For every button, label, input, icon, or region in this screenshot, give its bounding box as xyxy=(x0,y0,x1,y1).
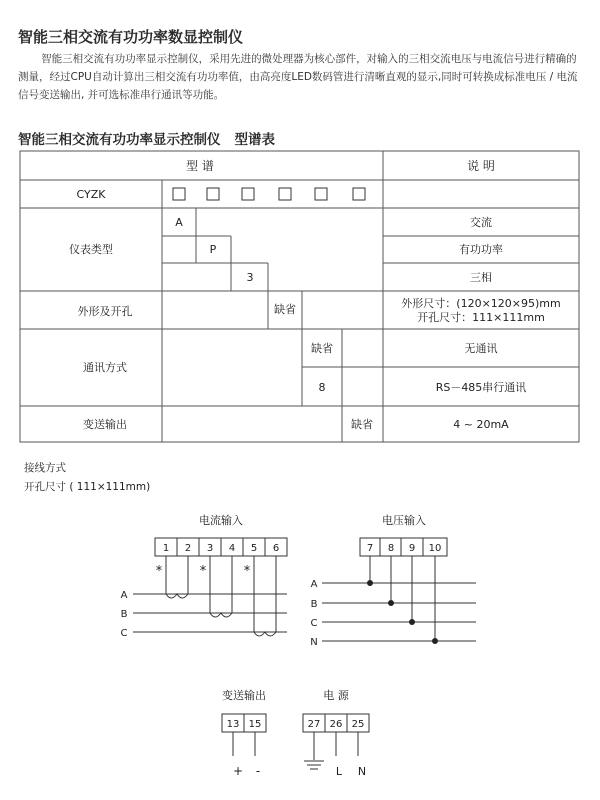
output-title: 变送输出 xyxy=(222,689,266,702)
row-label-shape: 外形及开孔 xyxy=(77,305,133,318)
code-default-comm: 缺省 xyxy=(311,342,333,355)
power-terminal: 26 xyxy=(329,719,343,730)
row-label-comm: 通讯方式 xyxy=(83,361,127,374)
desc-shape-size: 外形尺寸：(120×120×95)mm xyxy=(401,297,561,310)
intro-paragraph: 智能三相交流有功功率显示控制仪，采用先进的微处理器为核心部件，对输入的三相交流电压与电流信号进行精确的测量，经过CPU自动计算出三相交流有功功率值，由高亮度LED数码管进行清晰直观的显示,同时可转换成标准电压 / 电流信号变送输出, 并可选标准串行通讯等功能。 xyxy=(18,53,578,101)
desc-three: 三相 xyxy=(470,271,492,284)
desc-p: 有功功率 xyxy=(459,243,503,256)
current-terminal: 2 xyxy=(184,543,192,554)
code-box[interactable] xyxy=(242,188,254,200)
phase-label: A xyxy=(310,579,318,590)
desc-output: 4 ~ 20mA xyxy=(453,418,509,431)
power-live: L xyxy=(335,765,343,778)
model-code-boxes xyxy=(173,188,365,200)
output-negative: - xyxy=(255,764,261,778)
header-spectrum: 型 谱 xyxy=(186,159,214,173)
polarity-star: * xyxy=(155,564,163,579)
phase-label: C xyxy=(310,618,318,629)
current-terminal: 5 xyxy=(250,543,258,554)
power-terminal: 27 xyxy=(307,719,321,730)
code-default-output: 缺省 xyxy=(351,418,373,431)
page-title: 智能三相交流有功功率数显控制仪 xyxy=(18,28,244,46)
voltage-input-diagram xyxy=(310,513,476,648)
voltage-terminal: 8 xyxy=(387,543,395,554)
desc-rs485: RS－485串行通讯 xyxy=(435,381,527,394)
code-box[interactable] xyxy=(315,188,327,200)
voltage-input-title: 电压输入 xyxy=(382,514,426,527)
code-box[interactable] xyxy=(207,188,219,200)
table-title-suffix: 型谱表 xyxy=(234,132,275,148)
power-neutral: N xyxy=(357,765,367,778)
current-terminal: 1 xyxy=(162,543,170,554)
voltage-terminal: 7 xyxy=(366,543,374,554)
code-eight: 8 xyxy=(318,381,326,394)
phase-label: B xyxy=(310,599,318,610)
code-three: 3 xyxy=(246,271,254,284)
phase-label: A xyxy=(120,590,128,601)
current-terminal: 6 xyxy=(272,543,280,554)
output-terminal-diagram xyxy=(222,688,266,778)
wiring-heading: 接线方式 xyxy=(24,462,66,474)
phase-label: N xyxy=(310,637,318,648)
power-terminal: 25 xyxy=(351,719,365,730)
desc-a: 交流 xyxy=(470,216,492,229)
current-terminal: 4 xyxy=(228,543,236,554)
voltage-terminal: 9 xyxy=(408,543,416,554)
hole-size-label: 开孔尺寸 ( 111×111mm) xyxy=(24,481,151,493)
row-label-type: 仪表类型 xyxy=(69,243,113,256)
row-label-output: 变送输出 xyxy=(83,418,127,431)
power-terminal-diagram xyxy=(303,688,369,778)
current-input-title: 电流输入 xyxy=(199,514,243,527)
code-a: A xyxy=(175,216,183,229)
voltage-terminal: 10 xyxy=(428,543,442,554)
code-p: P xyxy=(209,243,217,256)
phase-label: B xyxy=(120,609,128,620)
table-title-main: 智能三相交流有功功率显示控制仪 xyxy=(18,132,221,148)
code-box[interactable] xyxy=(173,188,185,200)
polarity-star: * xyxy=(243,564,251,579)
code-box[interactable] xyxy=(353,188,365,200)
output-terminal: 13 xyxy=(226,719,240,730)
code-default-shape: 缺省 xyxy=(274,303,296,316)
current-input-diagram xyxy=(121,513,287,639)
current-terminal: 3 xyxy=(206,543,214,554)
phase-label: C xyxy=(120,628,128,639)
output-positive: + xyxy=(232,764,244,778)
power-title: 电 源 xyxy=(323,689,349,702)
header-description: 说 明 xyxy=(467,159,495,173)
code-box[interactable] xyxy=(279,188,291,200)
output-terminal: 15 xyxy=(248,719,262,730)
polarity-star: * xyxy=(199,564,207,579)
desc-hole-size: 开孔尺寸：111×111mm xyxy=(417,311,545,324)
model-name: CYZK xyxy=(76,188,106,201)
desc-no-comm: 无通讯 xyxy=(464,342,498,355)
